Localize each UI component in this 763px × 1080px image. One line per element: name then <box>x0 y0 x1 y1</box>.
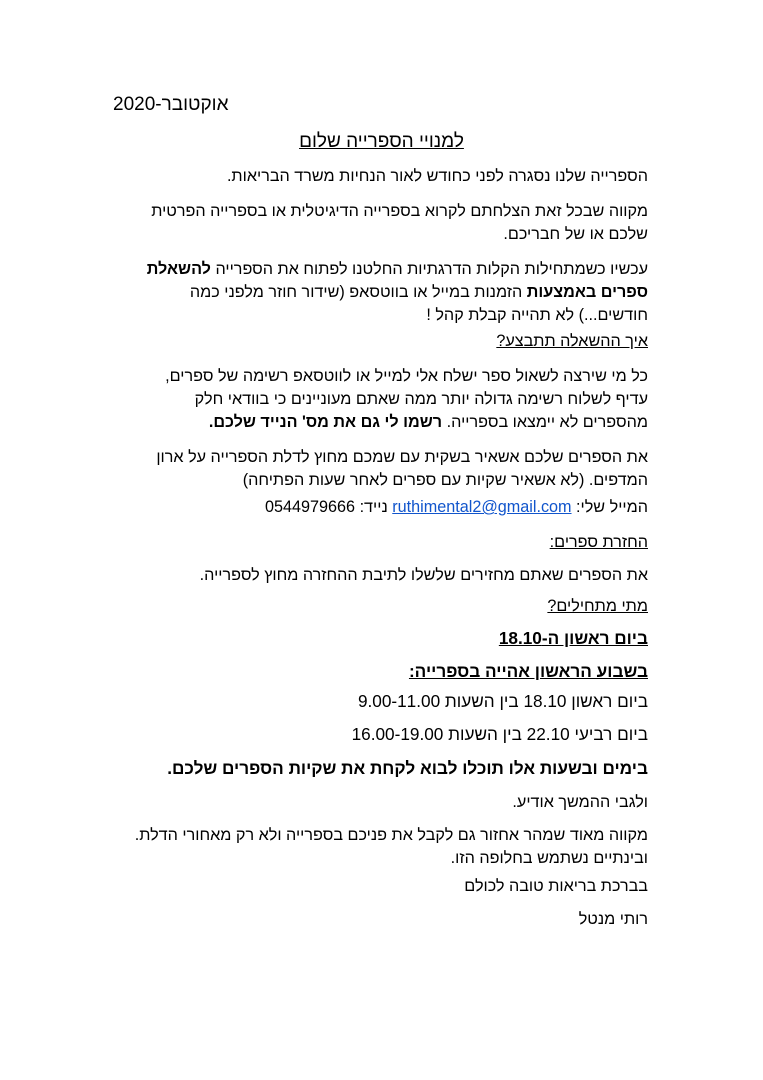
phone-label: נייד: <box>359 498 388 516</box>
how-line-1: כל מי שירצה לשאול ספר ישלח אלי למייל או לווטסאפ רשימה של ספרים, <box>165 367 648 385</box>
how-line-2: עדיף לשלוח רשימה גדולה יותר ממה שאתם מעוניינים כי בוודאי חלק <box>194 390 648 408</box>
how-line-5: המדפים. (לא אשאיר שקיות עם ספרים לאחר שעות הפתיחה) <box>242 471 648 489</box>
intro-paragraph-3-line-1 <box>147 259 648 279</box>
how-line-3-bold: רשמו לי גם את מס' הנייד שלכם. <box>208 413 443 431</box>
intro-paragraph-3-line-2 <box>190 282 648 302</box>
start-date: ביום ראשון ה-18.10 <box>498 628 648 648</box>
schedule-slot-1: ביום ראשון 18.10 בין השעות 9.00-11.00 <box>357 691 648 711</box>
schedule-slot-2: ביום רביעי 22.10 בין השעות 16.00-19.00 <box>351 724 648 744</box>
hope-line-1: מקווה מאוד שמהר אחזור גם לקבל את פניכם בספרייה ולא רק מאחורי הדלת. <box>134 826 648 844</box>
first-week-heading: בשבוע הראשון אהייה בספרייה: <box>408 661 648 681</box>
returns-heading: החזרת ספרים: <box>549 533 648 551</box>
how-heading: איך ההשאלה תתבצע? <box>496 332 648 350</box>
hope-line-2: ובינתיים נשתמש בחלופה הזו. <box>450 849 648 867</box>
letter-date: אוקטובר-2020 <box>113 94 229 115</box>
phone-number: 0544979666 <box>265 498 356 516</box>
letter-title: למנויי הספרייה שלום <box>299 131 464 152</box>
intro-p3-text: עכשיו כשמתחילות הקלות הדרגתיות החלטנו לפתוח את הספרייה <box>210 260 648 278</box>
how-line-3-text: מהספרים לא יימצאו בספרייה. <box>442 413 648 431</box>
contact-line <box>265 497 648 517</box>
returns-text: את הספרים שאתם מחזירים שלשלו לתיבת ההחזרה מחוץ לספרייה. <box>199 566 648 584</box>
greeting: בברכת בריאות טובה לכולם <box>464 877 648 895</box>
intro-p3-bold-2: ספרים באמצעות <box>526 283 648 301</box>
intro-paragraph-2-line-2: שלכם או של חבריכם. <box>503 225 648 243</box>
how-line-3 <box>209 412 648 432</box>
start-heading: מתי מתחילים? <box>547 597 648 615</box>
pickup-note: בימים ובשעות אלו תוכלו לבוא לקחת את שקיות הספרים שלכם. <box>167 758 648 778</box>
how-line-4: את הספרים שלכם אשאיר בשקית עם שמכם מחוץ לדלת הספרייה על ארון <box>156 448 648 466</box>
intro-p3-text-2: הזמנות במייל או בווטסאפ (שידור חוזר מלפני כמה <box>189 283 527 301</box>
intro-paragraph-1: הספרייה שלנו נסגרה לפני כחודש לאור הנחיות משרד הבריאות. <box>226 167 648 185</box>
signature: רותי מנטל <box>578 910 648 928</box>
email-link[interactable]: ruthimental2@gmail.com <box>392 498 572 516</box>
continue-note: ולגבי ההמשך אודיע. <box>512 793 648 811</box>
email-label: המייל שלי: <box>576 498 648 516</box>
intro-paragraph-3-line-3: חודשים...) לא תהייה קבלת קהל ! <box>426 306 648 324</box>
intro-p3-bold: להשאלת <box>146 260 211 278</box>
intro-paragraph-2-line-1: מקווה שבכל זאת הצלחתם לקרוא בספרייה הדיגיטלית או בספרייה הפרטית <box>151 202 648 220</box>
